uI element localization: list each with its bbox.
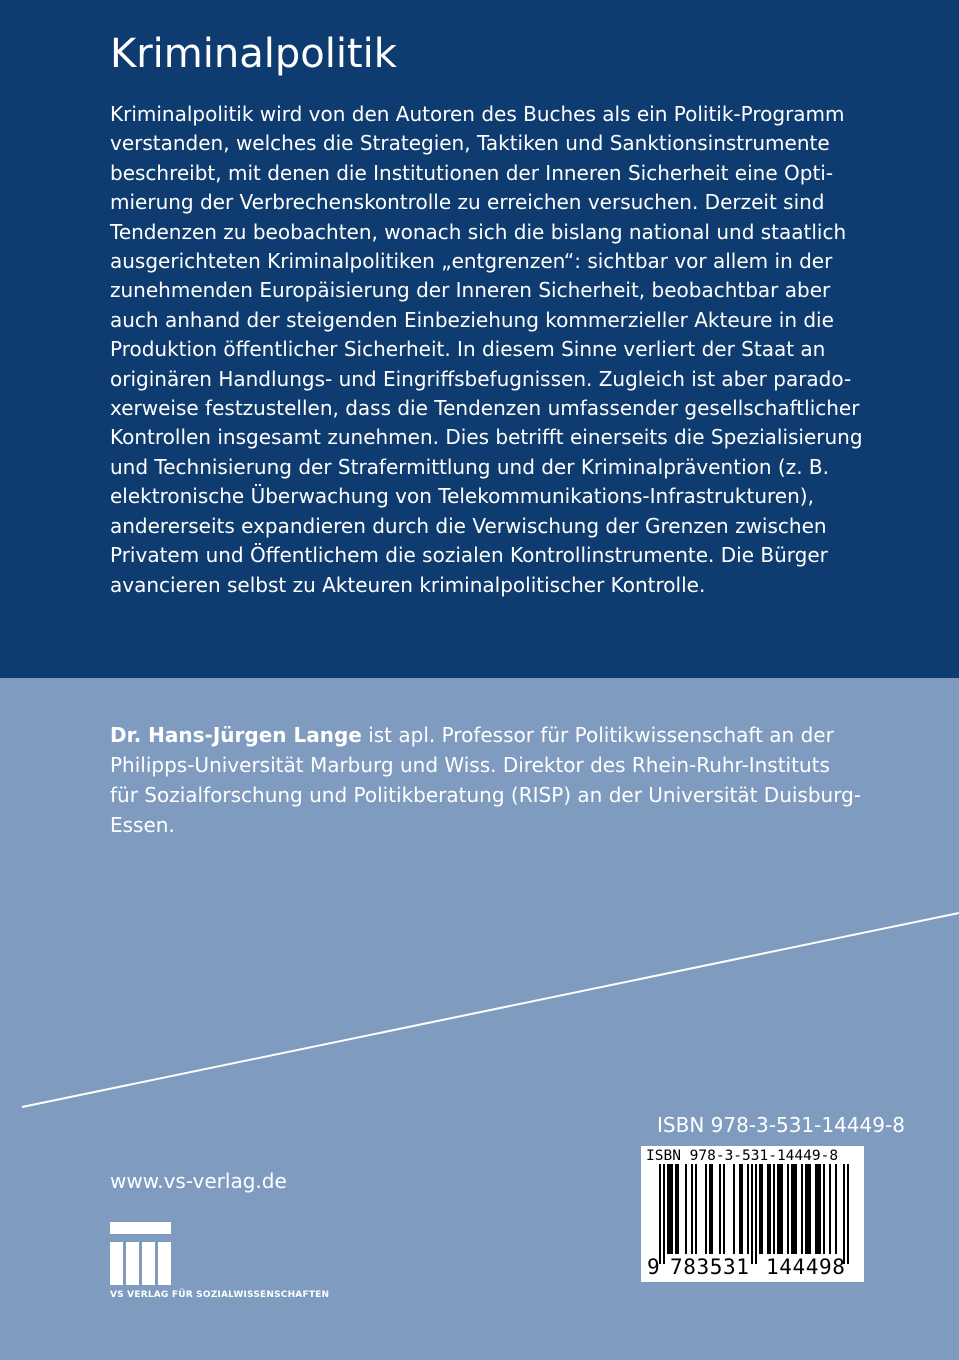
barcode-bar: [723, 1164, 725, 1254]
author-name: Dr. Hans-Jürgen Lange: [110, 723, 362, 747]
author-bio-line: für Sozialforschung und Politikberatung (RISP) an der Universität Duisburg-: [110, 783, 861, 807]
book-description: [110, 100, 900, 600]
barcode-bar: [691, 1164, 693, 1254]
author-bio-line: Essen.: [110, 813, 175, 837]
barcode-bar: [711, 1164, 713, 1254]
description-line: mierung der Verbrechenskontrolle zu erreichen versuchen. Derzeit sind: [110, 190, 825, 215]
description-line: auch anhand der steigenden Einbeziehung kommerzieller Akteure in die: [110, 307, 834, 332]
description-line: originären Handlungs- und Eingriffsbefugnissen. Zugleich ist aber parado-: [110, 366, 852, 391]
barcode-bar: [705, 1164, 707, 1254]
barcode-bar: [779, 1164, 781, 1254]
publisher-website: www.vs-verlag.de: [110, 1169, 287, 1193]
barcode-digits-left: 783531: [670, 1255, 750, 1279]
author-bio-line: Philipps-Universität Marburg und Wiss. Direktor des Rhein-Ruhr-Instituts: [110, 753, 830, 777]
barcode-bar: [843, 1164, 845, 1264]
description-line: verstanden, welches die Strategien, Taktiken und Sanktionsinstrumente: [110, 131, 830, 156]
barcode-bar: [807, 1164, 809, 1254]
barcode-bar: [801, 1164, 803, 1254]
author-bio: [110, 720, 910, 840]
barcode-bar: [781, 1164, 783, 1254]
barcode-bar: [767, 1164, 769, 1254]
barcode-bar: [777, 1164, 779, 1254]
publisher-logo-icon: [110, 1222, 174, 1286]
barcode-bar: [675, 1164, 677, 1254]
barcode-bar: [663, 1164, 665, 1264]
isbn-label: ISBN 978-3-531-14449-8: [657, 1113, 905, 1137]
barcode-bar: [805, 1164, 807, 1254]
author-bio-text: ist apl. Professor für Politikwissenschaft an der: [361, 723, 834, 747]
description-line: Kontrollen insgesamt zunehmen. Dies betrifft einerseits die Spezialisierung: [110, 425, 863, 450]
description-line: beschreibt, mit denen die Institutionen der Inneren Sicherheit eine Opti-: [110, 160, 834, 185]
barcode-bar: [817, 1164, 819, 1254]
barcode-bar: [769, 1164, 771, 1254]
barcode-bar: [709, 1164, 711, 1254]
barcode-digits-right: 144498: [766, 1255, 846, 1279]
barcode-bar: [791, 1164, 793, 1254]
barcode-bar: [787, 1164, 789, 1254]
barcode-digit-first: 9: [647, 1255, 660, 1279]
barcode-bar: [719, 1164, 721, 1254]
barcode-bar: [667, 1164, 669, 1254]
book-title: Kriminalpolitik: [110, 31, 397, 77]
publisher-name: VS VERLAG FÜR SOZIALWISSENSCHAFTEN: [110, 1290, 330, 1300]
barcode-bar: [747, 1164, 749, 1254]
description-line: Privatem und Öffentlichem die sozialen Kontrollinstrumente. Die Bürger: [110, 543, 828, 568]
barcode-bar: [733, 1164, 735, 1254]
barcode-bar: [847, 1164, 849, 1264]
author-bio-line: [110, 720, 910, 750]
isbn-barcode: [641, 1146, 864, 1282]
barcode-bar: [759, 1164, 761, 1254]
description-line: Produktion öffentlicher Sicherheit. In diesem Sinne verliert der Staat an: [110, 337, 826, 362]
barcode-bar: [755, 1164, 757, 1264]
barcode-bar: [669, 1164, 671, 1254]
description-line: zunehmenden Europäisierung der Inneren Sicherheit, beobachtbar aber: [110, 278, 831, 303]
barcode-bar: [795, 1164, 797, 1254]
barcode-bar: [677, 1164, 679, 1254]
barcode-bar: [835, 1164, 837, 1254]
barcode-bar: [659, 1164, 661, 1264]
barcode-bar: [823, 1164, 825, 1254]
barcode-bar: [751, 1164, 753, 1264]
description-line: elektronische Überwachung von Telekommunikations-Infrastrukturen),: [110, 484, 814, 509]
barcode-bar: [815, 1164, 817, 1254]
barcode-bar: [761, 1164, 763, 1254]
barcode-bar: [741, 1164, 743, 1254]
barcode-bar: [819, 1164, 821, 1254]
description-line: Tendenzen zu beobachten, wonach sich die bislang national und staatlich: [110, 219, 847, 244]
description-line: und Technisierung der Strafermittlung und der Kriminalprävention (z. B.: [110, 454, 829, 479]
barcode-bar: [829, 1164, 831, 1254]
barcode-bar: [685, 1164, 687, 1254]
barcode-bar: [773, 1164, 775, 1254]
barcode-bar: [671, 1164, 673, 1254]
barcode-bar: [695, 1164, 697, 1254]
barcode-isbn-text: ISBN 978-3-531-14449-8: [646, 1148, 839, 1164]
description-line: xerweise festzustellen, dass die Tendenzen umfassender gesellschaftlicher: [110, 396, 860, 421]
barcode-bar: [739, 1164, 741, 1254]
barcode-bar: [809, 1164, 811, 1254]
description-line: ausgerichteten Kriminalpolitiken „entgrenzen“: sichtbar vor allem in der: [110, 249, 833, 274]
description-line: andererseits expandieren durch die Verwischung der Grenzen zwischen: [110, 513, 827, 538]
description-line: Kriminalpolitik wird von den Autoren des Buches als ein Politik-Programm: [110, 102, 845, 126]
barcode-bar: [793, 1164, 795, 1254]
description-line: avancieren selbst zu Akteuren kriminalpolitischer Kontrolle.: [110, 572, 706, 597]
